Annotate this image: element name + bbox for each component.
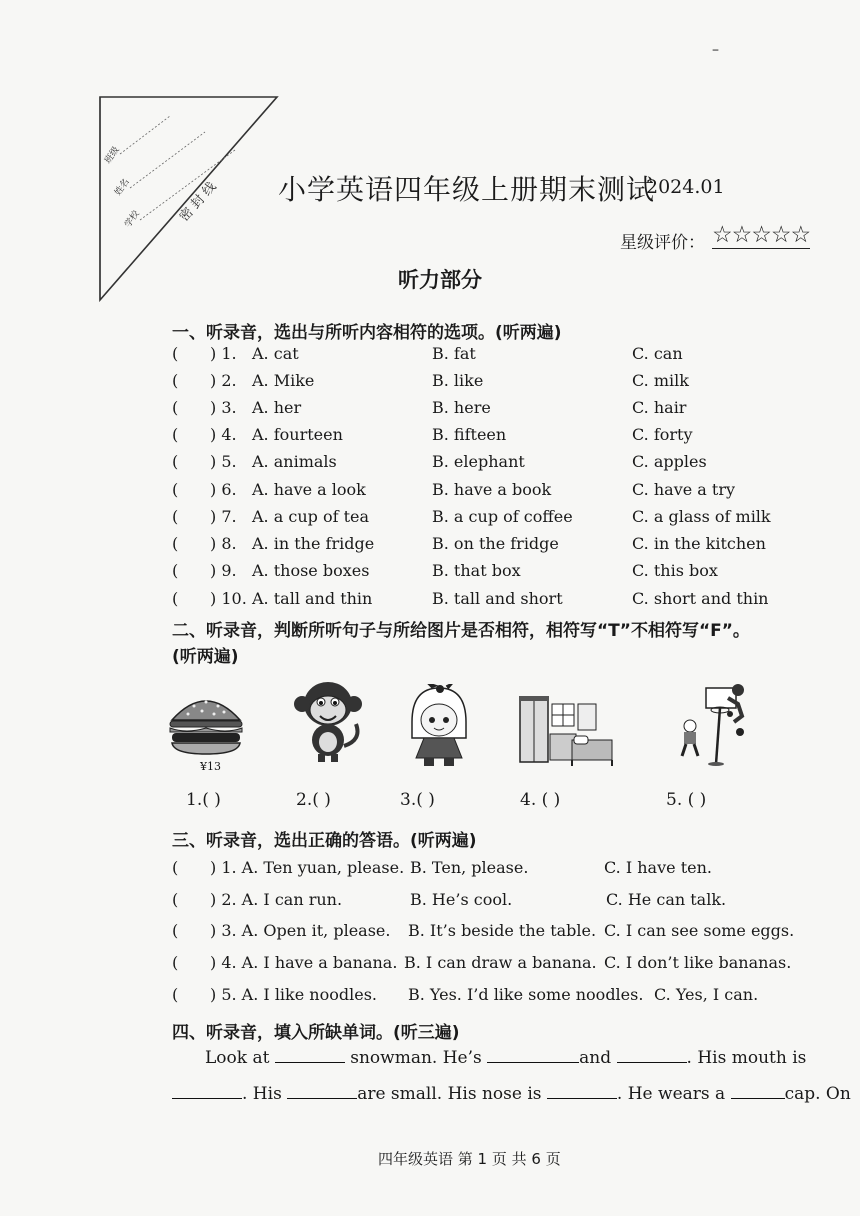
question-row xyxy=(172,480,812,504)
field-school: 学校 xyxy=(123,209,142,230)
answer-paren[interactable]: ( xyxy=(172,858,179,877)
option-a: A. in the fridge xyxy=(252,534,375,553)
question-number: ) 5. xyxy=(210,452,237,471)
option-b: B. have a book xyxy=(432,480,552,499)
exam-date: 2024.01 xyxy=(646,176,725,198)
hamburger-picture xyxy=(166,688,246,758)
field-class: 班级 xyxy=(103,145,122,166)
question-row xyxy=(172,398,812,422)
option-a: A. animals xyxy=(252,452,337,471)
response-option-b: B. He’s cool. xyxy=(410,890,513,909)
fill-text: are small. His nose is xyxy=(357,1084,542,1104)
fill-text: . He wears a xyxy=(616,1084,726,1104)
answer-blank[interactable] xyxy=(275,1046,345,1063)
response-option-b: B. I can draw a banana. xyxy=(404,953,597,972)
page-footer: 四年级英语 第 1 页 共 6 页 xyxy=(378,1150,561,1168)
fill-text: cap. On xyxy=(784,1084,851,1104)
question-number: ) 2. xyxy=(210,371,237,390)
option-c: C. can xyxy=(632,344,683,363)
question-number: ) 10. xyxy=(210,589,247,608)
picture-answer-3[interactable]: 3.( ) xyxy=(400,790,435,810)
option-a: A. cat xyxy=(252,344,299,363)
monkey-picture xyxy=(288,676,368,764)
fill-text: and xyxy=(579,1048,612,1068)
option-b: B. fifteen xyxy=(432,425,507,444)
response-option-a: ) 3. A. Open it, please. xyxy=(210,921,391,940)
option-c: C. apples xyxy=(632,452,707,471)
question-number: ) 9. xyxy=(210,561,237,580)
option-b: B. elephant xyxy=(432,452,525,471)
question-row xyxy=(172,534,812,558)
answer-paren[interactable]: ( xyxy=(172,507,179,526)
response-option-b: B. Yes. I’d like some noodles. xyxy=(408,985,644,1004)
option-c: C. hair xyxy=(632,398,687,417)
question-row xyxy=(172,507,812,531)
answer-paren[interactable]: ( xyxy=(172,425,179,444)
hamburger-price: ¥13 xyxy=(200,760,221,773)
answer-blank[interactable] xyxy=(487,1046,579,1063)
picture-answer-2[interactable]: 2.( ) xyxy=(296,790,331,810)
response-option-c: C. I can see some eggs. xyxy=(604,921,795,940)
section4-heading: 四、听录音，填入所缺单词。(听三遍) xyxy=(172,1023,460,1043)
section2-subheading: (听两遍) xyxy=(172,647,239,667)
option-c: C. milk xyxy=(632,371,689,390)
option-b: B. a cup of coffee xyxy=(432,507,573,526)
response-option-c: C. I have ten. xyxy=(604,858,712,877)
option-a: A. tall and thin xyxy=(252,589,373,608)
option-a: A. those boxes xyxy=(252,561,370,580)
corner-mark: – xyxy=(712,42,719,58)
answer-paren[interactable]: ( xyxy=(172,534,179,553)
option-b: B. fat xyxy=(432,344,476,363)
answer-paren[interactable]: ( xyxy=(172,890,179,909)
option-a: A. Mike xyxy=(252,371,315,390)
response-row xyxy=(172,890,812,914)
picture-answer-1[interactable]: 1.( ) xyxy=(186,790,221,810)
response-option-a: ) 5. A. I like noodles. xyxy=(210,985,377,1004)
answer-blank[interactable] xyxy=(617,1046,687,1063)
response-option-a: ) 4. A. I have a banana. xyxy=(210,953,398,972)
question-number: ) 4. xyxy=(210,425,237,444)
basketball-picture xyxy=(670,682,754,768)
answer-paren[interactable]: ( xyxy=(172,344,179,363)
star-rating: ☆☆☆☆☆ xyxy=(712,222,811,248)
option-c: C. have a try xyxy=(632,480,736,499)
answer-blank[interactable] xyxy=(547,1082,617,1099)
option-c: C. this box xyxy=(632,561,718,580)
section3-heading: 三、听录音，选出正确的答语。(听两遍) xyxy=(172,831,477,851)
option-a: A. a cup of tea xyxy=(252,507,370,526)
option-b: B. on the fridge xyxy=(432,534,559,553)
option-b: B. here xyxy=(432,398,491,417)
fill-line-2 xyxy=(172,1082,851,1104)
response-option-c: C. He can talk. xyxy=(606,890,727,909)
question-number: ) 7. xyxy=(210,507,237,526)
fill-text: . His xyxy=(242,1084,282,1104)
question-row xyxy=(172,344,812,368)
fill-text: Look at xyxy=(205,1048,270,1068)
option-c: C. forty xyxy=(632,425,693,444)
response-option-a: ) 2. A. I can run. xyxy=(210,890,343,909)
fill-line-1 xyxy=(205,1046,806,1068)
fill-text: snowman. He’s xyxy=(350,1048,482,1068)
question-row xyxy=(172,452,812,476)
page-title: 小学英语四年级上册期末测试 xyxy=(278,173,656,206)
response-row xyxy=(172,858,812,882)
fill-text: . His mouth is xyxy=(686,1048,807,1068)
response-option-c: C. I don’t like bananas. xyxy=(604,953,792,972)
question-row xyxy=(172,589,812,613)
answer-blank[interactable] xyxy=(287,1082,357,1099)
rating-label: 星级评价： xyxy=(620,233,705,253)
section2-heading: 二、听录音，判断所听句子与所给图片是否相符，相符写“T”不相符写“F”。 xyxy=(172,621,750,641)
response-option-c: C. Yes, I can. xyxy=(654,985,759,1004)
question-row xyxy=(172,425,812,449)
option-b: B. like xyxy=(432,371,484,390)
picture-answer-5[interactable]: 5. ( ) xyxy=(666,790,707,810)
question-number: ) 8. xyxy=(210,534,237,553)
answer-paren[interactable]: ( xyxy=(172,480,179,499)
response-option-b: B. It’s beside the table. xyxy=(408,921,597,940)
response-option-a: ) 1. A. Ten yuan, please. xyxy=(210,858,405,877)
answer-paren[interactable]: ( xyxy=(172,398,179,417)
section1-heading: 一、听录音，选出与所听内容相符的选项。(听两遍) xyxy=(172,323,562,343)
option-c: C. a glass of milk xyxy=(632,507,771,526)
response-row xyxy=(172,985,812,1009)
option-a: A. her xyxy=(252,398,302,417)
answer-paren[interactable]: ( xyxy=(172,985,179,1004)
bedroom-picture xyxy=(516,690,616,770)
response-row xyxy=(172,921,812,945)
answer-paren[interactable]: ( xyxy=(172,589,179,608)
question-number: ) 6. xyxy=(210,480,237,499)
answer-blank[interactable] xyxy=(172,1082,242,1099)
question-row xyxy=(172,371,812,395)
option-c: C. short and thin xyxy=(632,589,769,608)
option-a: A. have a look xyxy=(252,480,366,499)
response-option-b: B. Ten, please. xyxy=(410,858,529,877)
response-row xyxy=(172,953,812,977)
question-number: ) 3. xyxy=(210,398,237,417)
seal-corner xyxy=(95,92,285,307)
question-row xyxy=(172,561,812,585)
option-b: B. tall and short xyxy=(432,589,563,608)
answer-paren[interactable]: ( xyxy=(172,371,179,390)
listening-part-title: 听力部分 xyxy=(398,268,482,292)
answer-blank[interactable] xyxy=(731,1082,785,1099)
option-c: C. in the kitchen xyxy=(632,534,766,553)
answer-paren[interactable]: ( xyxy=(172,561,179,580)
answer-paren[interactable]: ( xyxy=(172,921,179,940)
answer-paren[interactable]: ( xyxy=(172,452,179,471)
question-number: ) 1. xyxy=(210,344,237,363)
field-name: 姓名 xyxy=(113,177,132,198)
option-b: B. that box xyxy=(432,561,521,580)
girl-doll-picture xyxy=(404,684,474,768)
picture-answer-4[interactable]: 4. ( ) xyxy=(520,790,561,810)
seal-line-label: 密 封 线 xyxy=(176,179,220,225)
answer-paren[interactable]: ( xyxy=(172,953,179,972)
option-a: A. fourteen xyxy=(252,425,343,444)
